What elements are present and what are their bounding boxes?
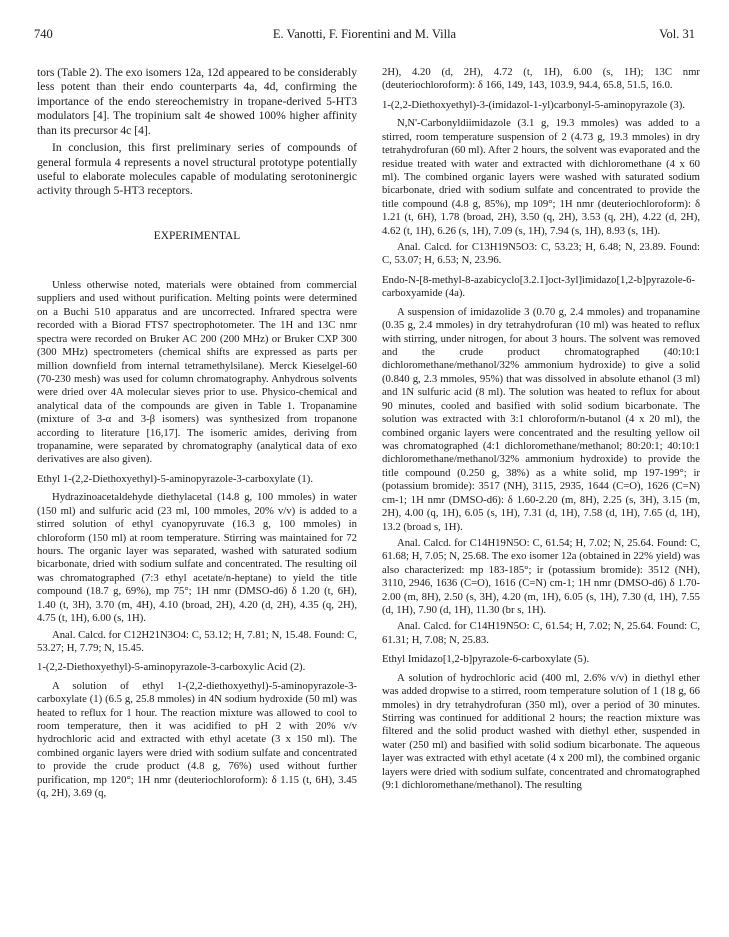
compound-2-procedure: A solution of ethyl 1-(2,2-diethoxyethyl)-5-aminopyrazole-3-carboxylate (1) (6.5 g, 25.8 mmoles) in 4N sodium hydroxide (50 ml) was heated to reflux for 1 hour. The reaction mixture was allowed to cool to room temperature, then it was acidified to pH 2 with 20% v/v hydrochloric acid and extracted with ethyl acetate (3 x 150 ml). The combined organic layers were dried with sodium sulfate and concentrated to provide the crude product (4.8 g, 76%) used without further purification, mp 120°; 1H nmr (deuteriochloroform): δ 1.15 (t, 6H), 3.45 (q, 2H), 3.69 (q,	[37, 679, 357, 800]
compound-5-procedure: A solution of hydrochloric acid (400 ml, 2.6% v/v) in diethyl ether was added dropwise to a stirred, room temperature solution of 1 (18 g, 66 mmoles) in dry tetrahydrofuran (350 ml), over a period of 30 minutes. Stirring was continued for additional 2 hours; the reaction mixture was filtered and the solid product washed with diethyl ether, suspended in water (250 ml) and basified with solid sodium bicarbonate. The aqueous layer was extracted with ethyl acetate (4 x 200 ml), the combined organic layers were dried with sodium sulfate, concentrated and chromatographed (9:1 dichloromethane/methanol). The resulting	[382, 671, 700, 792]
compound-1-title: Ethyl 1-(2,2-Diethoxyethyl)-5-aminopyrazole-3-carboxylate (1).	[37, 472, 313, 485]
right-column	[382, 66, 700, 796]
volume-label: Vol. 31	[659, 27, 695, 41]
compound-4a-analysis: Anal. Calcd. for C14H19N5O: C, 61.54; H, 7.02; N, 25.64. Found: C, 61.68; H, 7.05; N, 25.68. The exo isomer 12a (obtained in 22% yield) was also characterized: mp 183-185°; ir (potassium bromide): 3512 (NH), 3110, 2946, 1636 (C=O), 1616 (C=N) cm-1; 1H nmr (DMSO-d6) δ 1.70-2.00 (m, 8H), 2.50 (s, 3H), 4.20 (m, 1H), 6.05 (s, 1H), 7.30 (d, 1H), 7.55 (d, 1H), 7.90 (d, 1H), 11.30 (br s, 1H).	[382, 536, 700, 617]
compound-4a-title: Endo-N-[8-methyl-8-azabicyclo[3.2.1]oct-3yl]imidazo[1,2-b]pyrazole-6-carboxyamide (4a).	[382, 273, 696, 300]
compound-3-analysis: Anal. Calcd. for C13H19N5O3: C, 53.23; H, 6.48; N, 23.89. Found: C, 53.07; H, 6.53; N, 23.96.	[382, 241, 700, 267]
compound-2-continued: 2H), 4.20 (d, 2H), 4.72 (t, 1H), 6.00 (s, 1H); 13C nmr (deuteriochloroform): δ 166, 149, 143, 103.9, 94.4, 65.8, 51.5, 16.0.	[382, 66, 700, 92]
left-column	[37, 66, 357, 804]
page-number: 740	[34, 27, 53, 41]
conclusion-paragraph: In conclusion, this first preliminary series of compounds of general formula 4 represents a novel structural prototype potentially useful to elaborate molecules capable of modulating serotoninergic activity through 5-HT3 receptors.	[37, 141, 357, 198]
compound-3-title: 1-(2,2-Diethoxyethyl)-3-(imidazol-1-yl)carbonyl-5-aminopyrazole (3).	[382, 98, 685, 111]
compound-1-procedure: Hydrazinoacetaldehyde diethylacetal (14.8 g, 100 mmoles) in water (150 ml) and sulfuric acid (23 ml, 100 mmoles, 20% v/v) is added to a stirred solution of ethyl cyanopyruvate (16.3 g, 100 mmoles) in chloroform (150 ml) at room temperature. Stirring was maintained for 72 hours. The organic layer was separated, washed with saturated sodium bicarbonate, dried with sodium sulfate and concentrated. The resulting oil was chromatographed (7:3 ethyl acetate/n-heptane) to yield the title compound (18.7 g, 69%), mp 75°; 1H nmr (DMSO-d6) δ 1.20 (t, 6H), 1.40 (t, 3H), 3.70 (m, 4H), 4.10 (broad, 2H), 4.20 (d, 2H), 4.35 (q, 2H), 4.75 (t, 1H), 6.00 (s, 1H).	[37, 491, 357, 625]
compound-3-procedure: N,N'-Carbonyldiimidazole (3.1 g, 19.3 mmoles) was added to a stirred, room temperature suspension of 2 (4.73 g, 19.3 mmoles) in dry tetrahydrofuran (60 ml). After 2 hours, the solvent was evaporated and the residue treated with water and extracted with dichloromethane (4 x 60 ml). The combined organic layers were washed with saturated sodium bicarbonate, dried with sodium sulfate and concentrated to provide the title compound (4.8 g, 85%), mp 109°; 1H nmr (deuteriochloroform): δ 1.21 (t, 6H), 1.78 (broad, 2H), 3.50 (q, 2H), 3.53 (q, 2H), 4.22 (d, 2H), 4.62 (t, 1H), 6.26 (s, 1H), 7.09 (s, 1H), 7.94 (s, 1H), 8.93 (s, 1H).	[382, 117, 700, 237]
section-heading-experimental: EXPERIMENTAL	[153, 229, 241, 242]
discussion-paragraph: tors (Table 2). The exo isomers 12a, 12d appeared to be considerably less potent than their endo counterparts 4a, 4d, confirming the importance of the endo stereochemistry in tropane-derived 5-HT3 modulators [4]. The tropinium salt 4e showed 100% higher affinity than its precursor 4c [4].	[37, 66, 357, 137]
compound-2-title: 1-(2,2-Diethoxyethyl)-5-aminopyrazole-3-carboxylic Acid (2).	[37, 661, 306, 674]
compound-5-title: Ethyl Imidazo[1,2-b]pyrazole-6-carboxylate (5).	[382, 653, 590, 666]
compound-12a-analysis: Anal. Calcd. for C14H19N5O: C, 61.54; H, 7.02; N, 25.64. Found: C, 61.31; H, 7.08; N, 25.83.	[382, 620, 700, 646]
general-methods-paragraph: Unless otherwise noted, materials were obtained from commercial suppliers and used without purification. Melting points were determined on a Buchi 510 apparatus and are uncorrected. Infrared spectra were recorded with a Biorad FTS7 spectrophotometer. The 1H and 13C nmr spectra were recorded on Bruker AC 200 (200 MHz) or Bruker CXP 300 (300 MHz) spectrometers (chemical shifts are expressed as parts per million downfield from internal tetramethylsilane). Merck Kieselgel-60 (70-230 mesh) was used for column chromatography. Anhydrous solvents were dried over 4A molecular sieves prior to use. Physico-chemical and analytical data of the compounds are given in Table 1. Tropanamine (mixture of 3-α and 3-β isomers) was synthesized from tropanone according to literature [16,17]. The isomeric amides, deriving from tropanamine, were separated by chromatography (analytical data of exo derivatives are also given).	[37, 278, 357, 466]
compound-1-analysis: Anal. Calcd. for C12H21N3O4: C, 53.12; H, 7.81; N, 15.48. Found: C, 53.27; H, 7.79; N, 15.45.	[37, 628, 357, 654]
running-header	[34, 27, 695, 43]
running-authors: E. Vanotti, F. Fiorentini and M. Villa	[272, 27, 457, 41]
compound-4a-procedure: A suspension of imidazolide 3 (0.70 g, 2.4 mmoles) and tropanamine (0.35 g, 2.4 mmoles) in dry tetrahydrofuran (10 ml) was heated to reflux with stirring, under nitrogen, for about 3 hours. The solvent was removed and the crude product chromatographed (40:10:1 dichloromethane/methanol/32% ammonium hydroxide) to give a solid (0.840 g, 2.3 mmoles, 95%) that was dissolved in absolute ethanol (3 ml) and 1N sulfuric acid (8 ml). The solution was heated to reflux for about 90 minutes, cooled and basified with solid sodium bicarbonate. The solution was extracted with 3:1 chloroform/n-butanol (4 x 20 ml), the combined organic layers were concentrated and the resulting yellow oil was chromatographed (4:1 dichloromethane/methanol; 80:20:1; 40:10:1 dichloromethane/methanol/32% ammonium hydroxide) to provide the title compound (0.250 g, 38%) as a white solid, mp 197-199°; ir (potassium bromide): 3517 (NH), 3115, 2935, 1644 (C=O), 1626 (C=N) cm-1; 1H nmr (DMSO-d6): δ 1.60-2.20 (m, 8H), 2.25 (s, 3H), 3.15 (m, 2H), 4.00 (q, 1H), 6.05 (s, 1H), 7.31 (d, 1H), 7.58 (d, 1H), 7.65 (d, 1H), 13.2 (broad s, 1H).	[382, 305, 700, 533]
